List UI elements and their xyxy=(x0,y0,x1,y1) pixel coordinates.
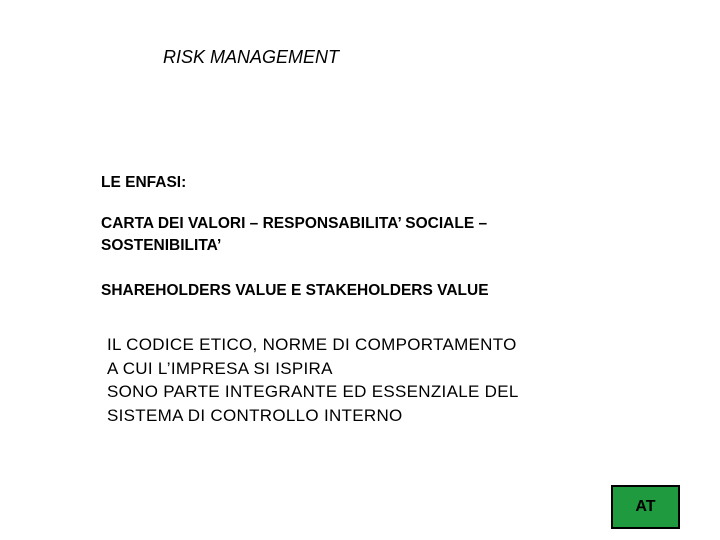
author-logo-badge xyxy=(611,485,680,529)
slide-title: RISK MANAGEMENT xyxy=(163,47,340,67)
ethics-code-paragraph xyxy=(107,333,519,427)
values-line-2: SOSTENIBILITA’ xyxy=(101,237,222,254)
author-logo-text: AT xyxy=(635,498,656,515)
ethics-code-line-4: SISTEMA DI CONTROLLO INTERNO xyxy=(107,405,403,425)
ethics-code-line-3: SONO PARTE INTEGRANTE ED ESSENZIALE DEL xyxy=(107,382,519,401)
ethics-code-line-1: IL CODICE ETICO, NORME DI COMPORTAMENTO xyxy=(107,335,517,354)
stakeholders-line: SHAREHOLDERS VALUE E STAKEHOLDERS VALUE xyxy=(101,282,489,299)
emphasis-label: LE ENFASI: xyxy=(101,174,187,191)
values-line-1: CARTA DEI VALORI – RESPONSABILITA’ SOCIALE – xyxy=(101,215,488,232)
ethics-code-line-2: A CUI L’IMPRESA SI ISPIRA xyxy=(107,358,333,378)
